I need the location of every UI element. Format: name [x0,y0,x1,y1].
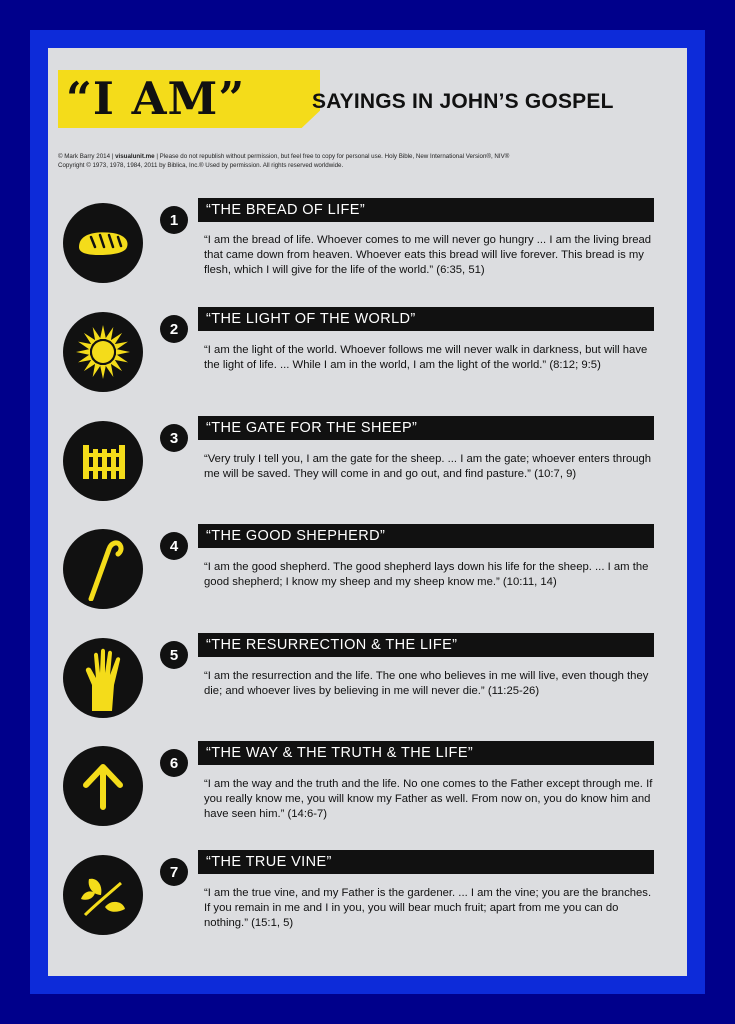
copyright-site: visualunit.me [115,153,155,160]
saying-item [48,198,687,298]
page-subtitle: SAYINGS IN JOHN’S GOSPEL [312,90,614,113]
item-quote: “I am the way and the truth and the life. No one comes to the Father except through me. If you really know me, you will know my Father as well. From now on, you do know him and have seen him.” (14:6-7) [204,778,653,820]
item-title: “THE LIGHT OF THE WORLD” [198,307,654,331]
saying-item [48,633,687,733]
saying-item [48,307,687,407]
copyright-notice [58,152,678,170]
item-quote: “I am the bread of life. Whoever comes to me will never go hungry ... I am the living bread that came down from heaven. Whoever eats this bread will live forever. This bread is my flesh, which I will give for the life of the world.” (6:35, 51) [204,234,652,276]
item-number: 7 [160,858,188,886]
up-arrow-icon [63,746,143,826]
item-number: 1 [160,206,188,234]
raised-hand-icon [63,638,143,718]
item-quote: “I am the light of the world. Whoever follows me will never walk in darkness, but will have the light of life. ... While I am in the world, I am the light of the world.” (8:12; 9:5) [204,344,648,371]
page-title: “I AM” [66,72,246,125]
saying-item [48,741,687,841]
item-number: 5 [160,641,188,669]
item-title: “THE BREAD OF LIFE” [198,198,654,222]
item-title: “THE WAY & THE TRUTH & THE LIFE” [198,741,654,765]
saying-item [48,850,687,950]
item-quote: “I am the good shepherd. The good shepherd lays down his life for the sheep. ... I am the good shepherd; I know my sheep and my sheep know me.” (10:11, 14) [204,561,649,588]
item-number: 4 [160,532,188,560]
item-title: “THE TRUE VINE” [198,850,654,874]
item-title: “THE RESURRECTION & THE LIFE” [198,633,654,657]
copyright-bible: Copyright © 1973, 1978, 1984, 2011 by Biblica, Inc.® Used by permission. All rights reserved worldwide. [58,162,344,169]
item-quote: “I am the resurrection and the life. The one who believes in me will live, even though they die; and whoever lives by believing in me will never die.” (11:25-26) [204,670,649,697]
saying-item [48,524,687,624]
copyright-permission: | Please do not republish without permission, but feel free to copy for personal use. Holy Bible, New International Version®, NIV® [154,153,510,160]
shepherd-staff-icon [63,529,143,609]
copyright-author: © Mark Barry 2014 | [58,153,116,160]
item-number: 3 [160,424,188,452]
poster [48,48,687,976]
item-title: “THE GATE FOR THE SHEEP” [198,416,654,440]
sun-icon [63,312,143,392]
bread-icon [63,203,143,283]
vine-leaf-icon [63,855,143,935]
item-number: 6 [160,749,188,777]
item-number: 2 [160,315,188,343]
item-quote: “Very truly I tell you, I am the gate for the sheep. ... I am the gate; whoever enters through me will be saved. They will come in and go out, and find pasture.” (10:7, 9) [204,453,652,480]
item-quote: “I am the true vine, and my Father is the gardener. ... I am the vine; you are the branches. If you remain in me and I in you, you will bear much fruit; apart from me you can do nothing.” (15:1, 5) [204,887,652,929]
gate-icon [63,421,143,501]
item-title: “THE GOOD SHEPHERD” [198,524,654,548]
saying-item [48,416,687,516]
